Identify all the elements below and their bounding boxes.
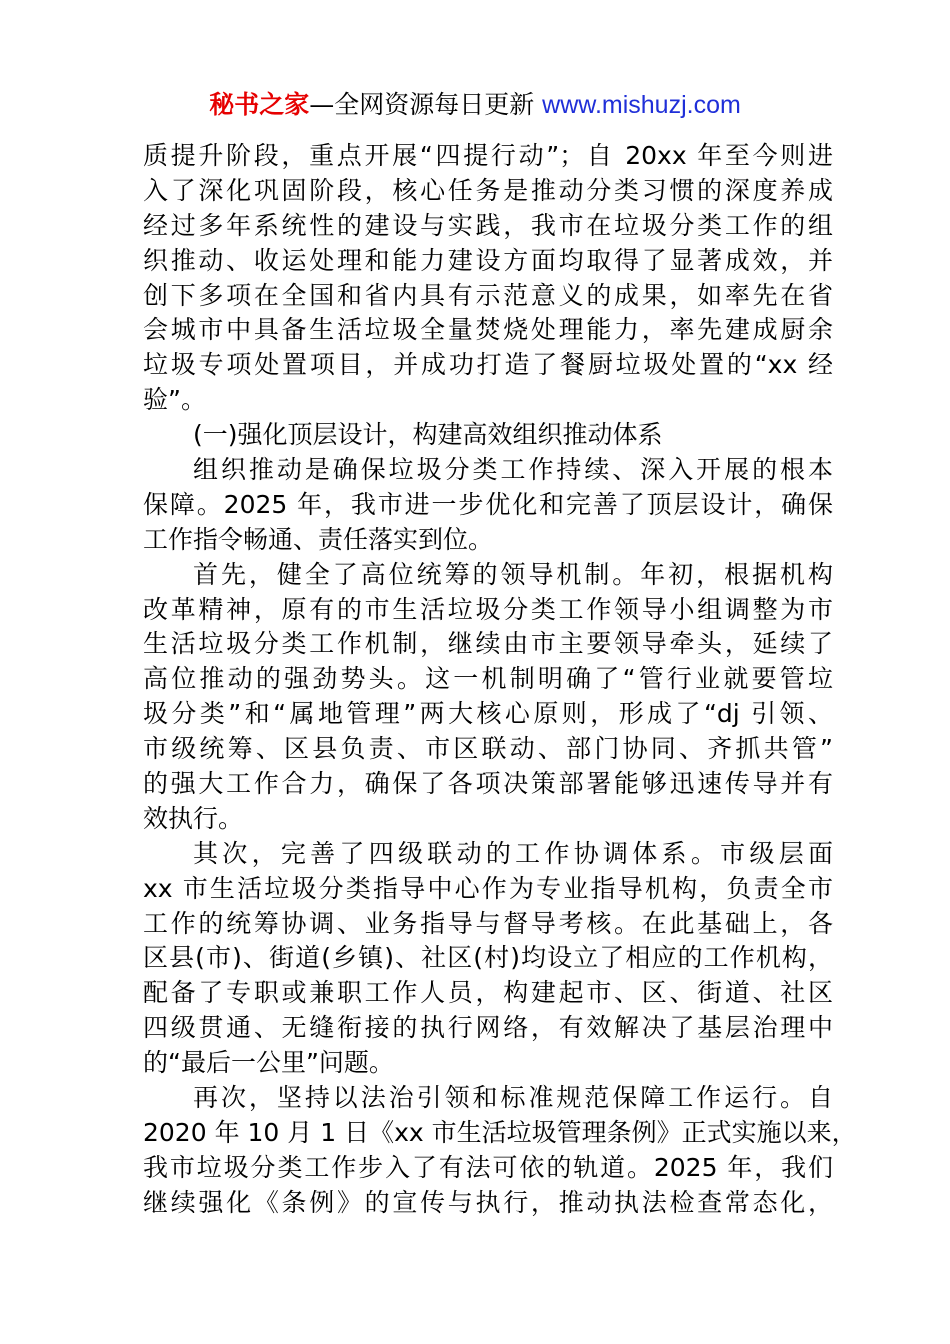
site-header xyxy=(0,88,950,122)
text-line: 垃圾专项处置项目，并成功打造了餐厨垃圾处置的“xx 经 xyxy=(143,350,833,380)
text-line: 其次，完善了四级联动的工作协调体系。市级层面 xyxy=(193,838,833,868)
site-brand: 秘书之家 xyxy=(209,90,310,119)
text-line: 改革精神，原有的市生活垃圾分类工作领导小组调整为市 xyxy=(143,594,833,624)
text-line: 效执行。 xyxy=(143,803,244,833)
text-line: xx 市生活垃圾分类指导中心作为专业指导机构，负责全市 xyxy=(143,873,833,903)
text-line: 四级贯通、无缝衔接的执行网络，有效解决了基层治理中 xyxy=(143,1013,833,1043)
text-line: 配备了专职或兼职工作人员，构建起市、区、街道、社区 xyxy=(143,978,833,1008)
text-line: 首先，健全了高位统筹的领导机制。年初，根据机构 xyxy=(193,559,833,589)
text-line: 质提升阶段，重点开展“四提行动”；自 20xx 年至今则进 xyxy=(143,141,833,170)
text-line: 2020 年 10 月 1 日《xx 市生活垃圾管理条例》正式实施以来， xyxy=(143,1117,857,1147)
text-line: 保障。2025 年，我市进一步优化和完善了顶层设计，确保 xyxy=(143,489,833,519)
text-line: 继续强化《条例》的宣传与执行，推动执法检查常态化， xyxy=(143,1187,833,1217)
text-line: 工作指令畅通、责任落实到位。 xyxy=(143,524,494,554)
site-url-link[interactable]: www.mishuzj.com xyxy=(542,91,741,119)
section-heading: (一)强化顶层设计，构建高效组织推动体系 xyxy=(193,420,663,450)
text-line: 验”。 xyxy=(143,385,206,415)
text-line: 市级统筹、区县负责、市区联动、部门协同、齐抓共管” xyxy=(143,734,833,764)
text-line: 的“最后一公里”问题。 xyxy=(143,1048,394,1078)
document-body xyxy=(143,139,857,1221)
text-line: 的强大工作合力，确保了各项决策部署能够迅速传导并有 xyxy=(143,769,833,799)
text-line: 织推动、收运处理和能力建设方面均取得了显著成效，并 xyxy=(143,245,833,275)
text-line: 圾分类”和“属地管理”两大核心原则，形成了“dj 引领、 xyxy=(143,699,833,729)
text-line: 区县(市)、街道(乡镇)、社区(村)均设立了相应的工作机构， xyxy=(143,943,833,973)
text-line: 高位推动的强劲势头。这一机制明确了“管行业就要管垃 xyxy=(143,664,833,694)
text-line: 工作的统筹协调、业务指导与督导考核。在此基础上，各 xyxy=(143,908,833,938)
text-line: 会城市中具备生活垃圾全量焚烧处理能力，率先建成厨余 xyxy=(143,315,833,345)
text-line: 组织推动是确保垃圾分类工作持续、深入开展的根本 xyxy=(193,455,833,485)
text-line: 再次，坚持以法治引领和标准规范保障工作运行。自 xyxy=(193,1083,833,1113)
text-line: 入了深化巩固阶段，核心任务是推动分类习惯的深度养成 xyxy=(143,175,833,205)
text-line: 生活垃圾分类工作机制，继续由市主要领导牵头，延续了 xyxy=(143,629,833,659)
text-line: 创下多项在全国和省内具有示范意义的成果，如率先在省 xyxy=(143,280,833,310)
text-line: 经过多年系统性的建设与实践，我市在垃圾分类工作的组 xyxy=(143,210,833,240)
text-line: 我市垃圾分类工作步入了有法可依的轨道。2025 年，我们 xyxy=(143,1152,833,1182)
site-tagline: —全网资源每日更新 xyxy=(309,90,543,119)
